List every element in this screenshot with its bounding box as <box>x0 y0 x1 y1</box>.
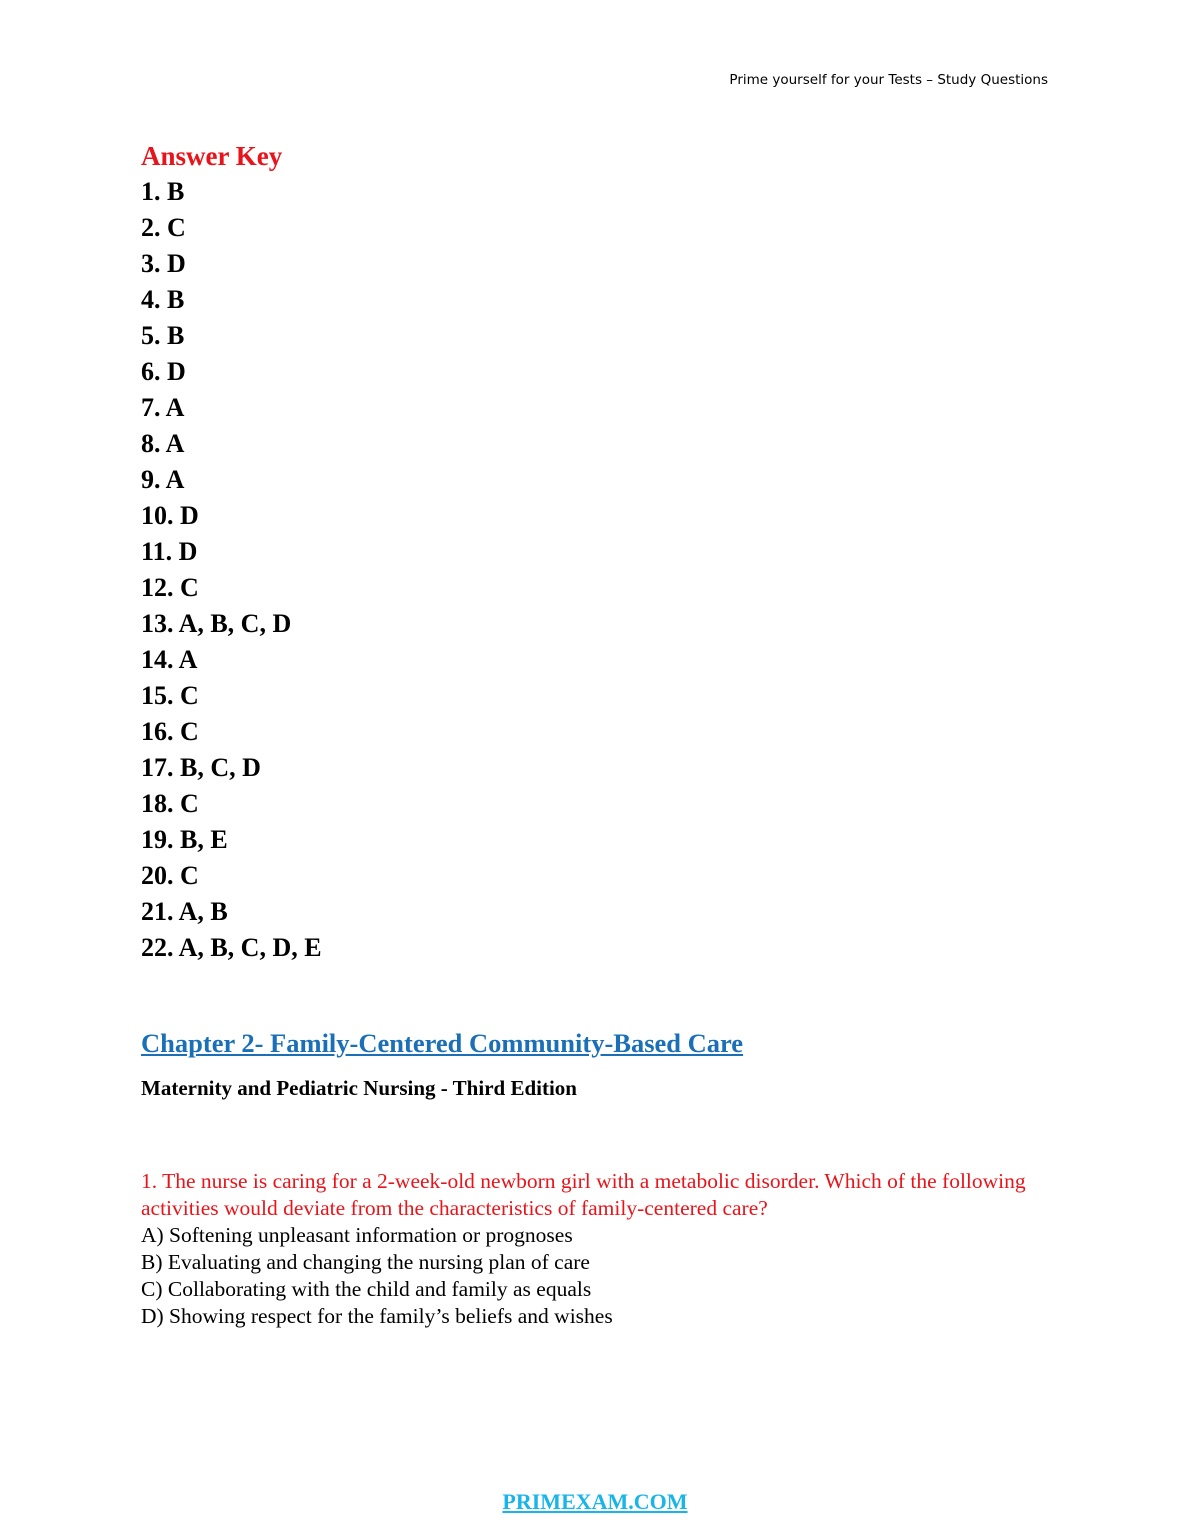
answer-item: 21. A, B <box>141 897 228 926</box>
answer-item: 11. D <box>141 537 198 566</box>
answer-item: 19. B, E <box>141 825 228 854</box>
answer-item: 9. A <box>141 465 185 494</box>
answer-item: 8. A <box>141 429 185 458</box>
answer-item: 1. B <box>141 177 185 206</box>
question-block <box>141 1168 1061 1330</box>
answer-item: 6. D <box>141 357 186 386</box>
answer-option-d: D) Showing respect for the family’s beliefs and wishes <box>141 1304 613 1328</box>
answer-item: 7. A <box>141 393 185 422</box>
answer-item: 3. D <box>141 249 186 278</box>
answer-item: 12. C <box>141 573 199 602</box>
footer-site-link[interactable]: PRIMEXAM.COM <box>502 1489 688 1514</box>
page-header-note: Prime yourself for your Tests – Study Questions <box>729 72 1048 88</box>
answer-option-b: B) Evaluating and changing the nursing plan of care <box>141 1250 590 1274</box>
answer-item: 13. A, B, C, D <box>141 609 292 638</box>
answer-item: 5. B <box>141 321 185 350</box>
answer-option-a: A) Softening unpleasant information or prognoses <box>141 1223 573 1247</box>
answer-item: 4. B <box>141 285 185 314</box>
answer-item: 14. A <box>141 645 198 674</box>
answer-item: 2. C <box>141 213 186 242</box>
answer-item: 18. C <box>141 789 199 818</box>
answer-item: 10. D <box>141 501 199 530</box>
chapter-title-link[interactable]: Chapter 2- Family-Centered Community-Based Care <box>141 1028 744 1058</box>
book-title: Maternity and Pediatric Nursing - Third Edition <box>141 1076 577 1100</box>
answer-item: 15. C <box>141 681 199 710</box>
answer-item: 17. B, C, D <box>141 753 261 782</box>
answer-item: 20. C <box>141 861 199 890</box>
answer-option-c: C) Collaborating with the child and family as equals <box>141 1277 592 1301</box>
answer-item: 22. A, B, C, D, E <box>141 933 322 962</box>
question-stem: 1. The nurse is caring for a 2-week-old newborn girl with a metabolic disorder. Which of the following activities would deviate from the characteristics of family-centered care? <box>141 1169 1026 1220</box>
answer-key-title: Answer Key <box>141 141 283 171</box>
answer-item: 16. C <box>141 717 199 746</box>
answer-list <box>141 174 322 966</box>
